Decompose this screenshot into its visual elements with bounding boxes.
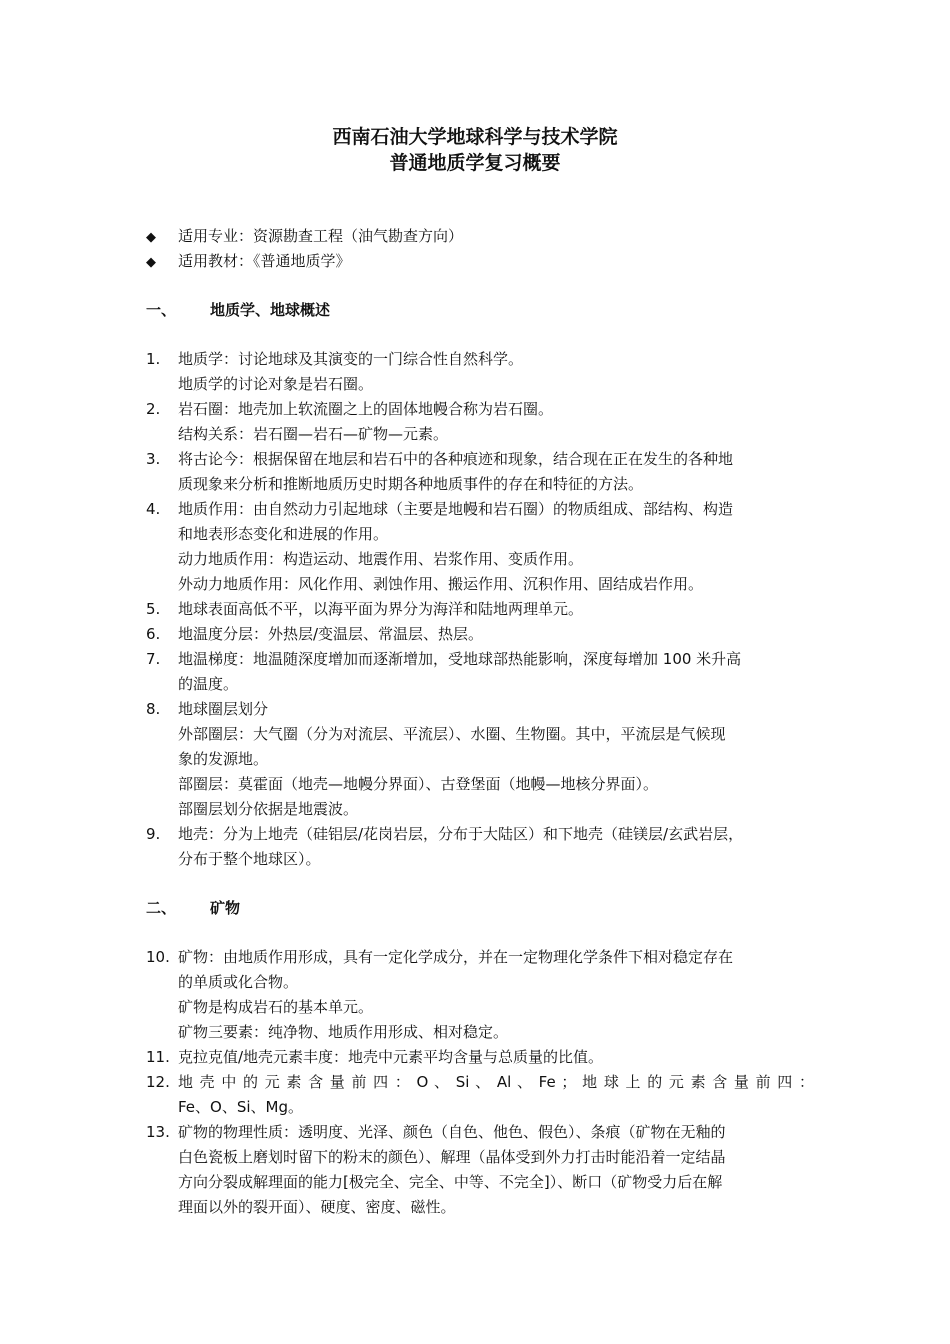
- list-item-text-line: 地 壳 中 的 元 素 含 量 前 四 ： O 、 Si 、 Al 、 Fe ； 地 球 上 的 元 素 含 量 前 四 ：: [178, 1073, 814, 1091]
- list-item-number: 3.: [146, 450, 161, 468]
- list-item: [146, 622, 814, 647]
- list-item: [146, 1120, 814, 1220]
- list-item-number: 4.: [146, 500, 161, 518]
- list-item-text-line: 地壳：分为上地壳（硅铝层/花岗岩层，分布于大陆区）和下地壳（硅镁层/玄武岩层，: [178, 825, 744, 843]
- list-item: [146, 822, 814, 872]
- list-item-text-line: 白色瓷板上磨划时留下的粉末的颜色）、解理（晶体受到外力打击时能沿着一定结晶: [178, 1148, 726, 1166]
- list-item: [146, 945, 814, 1045]
- list-item-text-line: 地质学的讨论对象是岩石圈。: [178, 375, 374, 393]
- bullet-item-major: [146, 224, 826, 249]
- list-item: [146, 447, 814, 497]
- list-item: [146, 597, 814, 622]
- numbered-list-section-1: [146, 347, 814, 872]
- bullet-text: 适用专业：资源勘查工程（油气勘查方向）: [178, 227, 464, 245]
- list-item-text-line: 结构关系：岩石圈—岩石—矿物—元素。: [178, 425, 449, 443]
- section-heading-1: [146, 298, 330, 323]
- list-item: [146, 1045, 814, 1070]
- list-item-text-line: 矿物三要素：纯净物、地质作用形成、相对稳定。: [178, 1023, 509, 1041]
- bullet-item-textbook: [146, 249, 826, 274]
- list-item: [146, 347, 814, 397]
- section-number: 二、: [146, 899, 177, 917]
- list-item-text-line: 地球表面高低不平，以海平面为界分为海洋和陆地两理单元。: [178, 600, 584, 618]
- list-item-number: 13.: [146, 1123, 170, 1141]
- list-item-text-line: Fe、O、Si、Mg。: [178, 1098, 303, 1116]
- list-item: [146, 497, 814, 597]
- list-item-number: 1.: [146, 350, 161, 368]
- section-heading-2: [146, 896, 240, 921]
- list-item-text-line: 岩石圈：地壳加上软流圈之上的固体地幔合称为岩石圈。: [178, 400, 554, 418]
- list-item-number: 2.: [146, 400, 161, 418]
- diamond-bullet-icon: ◆: [146, 230, 156, 245]
- list-item-text-line: 地球圈层划分: [178, 700, 269, 718]
- list-item-text-line: 外部圈层：大气圈（分为对流层、平流层）、水圈、生物圈。其中，平流层是气候现: [178, 725, 726, 743]
- list-item-text-line: 外动力地质作用：风化作用、剥蚀作用、搬运作用、沉积作用、固结成岩作用。: [178, 575, 704, 593]
- list-item-number: 12.: [146, 1073, 170, 1091]
- list-item-text-line: 的单质或化合物。: [178, 973, 299, 991]
- list-item: [146, 1070, 814, 1120]
- list-item-text-line: 地质学：讨论地球及其演变的一门综合性自然科学。: [178, 350, 524, 368]
- list-item-number: 9.: [146, 825, 161, 843]
- list-item-text-line: 和地表形态变化和进展的作用。: [178, 525, 389, 543]
- section-number: 一、: [146, 301, 177, 319]
- bullet-list: [146, 224, 826, 274]
- list-item-text-line: 地温度分层：外热层/变温层、常温层、热层。: [178, 625, 484, 643]
- list-item-text-line: 部圈层：莫霍面（地壳—地幔分界面）、古登堡面（地幔—地核分界面）。: [178, 775, 659, 793]
- document-title-line-1: 西南石油大学地球科学与技术学院: [332, 126, 618, 148]
- numbered-list-section-2: [146, 945, 814, 1220]
- list-item-text-line: 克拉克值/地壳元素丰度：地壳中元素平均含量与总质量的比值。: [178, 1048, 604, 1066]
- list-item-text-line: 矿物是构成岩石的基本单元。: [178, 998, 374, 1016]
- list-item-text-line: 矿物：由地质作用形成，具有一定化学成分，并在一定物理化学条件下相对稳定存在: [178, 948, 734, 966]
- list-item-text-line: 部圈层划分依据是地震波。: [178, 800, 359, 818]
- list-item-text-line: 地温梯度：地温随深度增加而逐渐增加，受地球部热能影响，深度每增加 100 米升高: [178, 650, 742, 668]
- section-title: 矿物: [210, 899, 241, 917]
- list-item: [146, 397, 814, 447]
- list-item-text-line: 地质作用：由自然动力引起地球（主要是地幔和岩石圈）的物质组成、部结构、构造: [178, 500, 734, 518]
- list-item-number: 6.: [146, 625, 161, 643]
- list-item-text-line: 理面以外的裂开面）、硬度、密度、磁性。: [178, 1198, 456, 1216]
- list-item: [146, 697, 814, 822]
- section-title: 地质学、地球概述: [210, 301, 331, 319]
- diamond-bullet-icon: ◆: [146, 255, 156, 270]
- list-item-text-line: 分布于整个地球区）。: [178, 850, 321, 868]
- list-item: [146, 647, 814, 697]
- list-item-number: 7.: [146, 650, 161, 668]
- list-item-number: 5.: [146, 600, 161, 618]
- list-item-text-line: 的温度。: [178, 675, 239, 693]
- document-title-line-2: 普通地质学复习概要: [389, 152, 561, 174]
- list-item-number: 8.: [146, 700, 161, 718]
- list-item-text-line: 象的发源地。: [178, 750, 269, 768]
- list-item-number: 11.: [146, 1048, 170, 1066]
- bullet-text: 适用教材：《普通地质学》: [178, 252, 351, 270]
- list-item-text-line: 方向分裂成解理面的能力[极完全、完全、中等、不完全]）、断口（矿物受力后在解: [178, 1173, 723, 1191]
- list-item-text-line: 动力地质作用：构造运动、地震作用、岩浆作用、变质作用。: [178, 550, 584, 568]
- list-item-number: 10.: [146, 948, 170, 966]
- list-item-text-line: 将古论今：根据保留在地层和岩石中的各种痕迹和现象，结合现在正在发生的各种地: [178, 450, 734, 468]
- list-item-text-line: 矿物的物理性质：透明度、光泽、颜色（自色、他色、假色）、条痕（矿物在无釉的: [178, 1123, 726, 1141]
- list-item-text-line: 质现象来分析和推断地质历史时期各种地质事件的存在和特征的方法。: [178, 475, 644, 493]
